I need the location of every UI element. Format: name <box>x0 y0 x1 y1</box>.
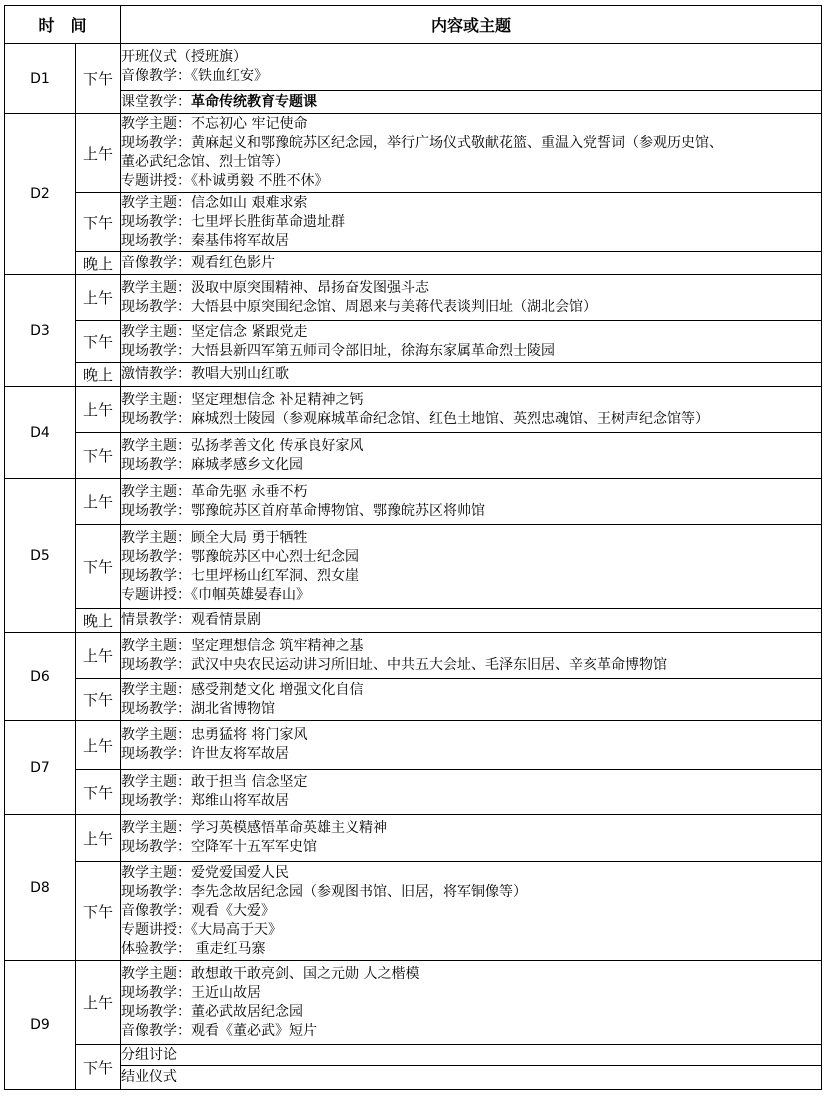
period-label: 上午 <box>76 961 121 1045</box>
schedule-row <box>5 721 822 770</box>
content-cell <box>121 609 822 633</box>
content-line: 音像教学：《铁血红安》 <box>121 68 268 84</box>
period-label: 晚上 <box>76 252 121 275</box>
content-cell <box>121 252 822 275</box>
content-line: 体验教学： 重走红马寨 <box>121 940 266 957</box>
content-cell <box>121 433 822 479</box>
schedule-row <box>5 44 822 91</box>
content-cell <box>121 721 822 770</box>
content-line: 现场教学：湖北省博物馆 <box>121 700 275 717</box>
schedule-row <box>5 91 822 114</box>
content-line: 教学主题：弘扬孝善文化 传承良好家风 <box>121 437 364 454</box>
content-line: 情景教学：观看情景剧 <box>121 612 261 628</box>
day-label: D3 <box>5 275 76 387</box>
content-line: 课堂教学：革命传统教育专题课 <box>121 93 317 110</box>
content-cell <box>121 770 822 815</box>
content-line: 教学主题：坚定理想信念 筑牢精神之基 <box>121 637 364 654</box>
schedule-table <box>4 5 822 1090</box>
content-line: 教学主题：信念如山 艰难求索 <box>121 194 308 211</box>
content-cell <box>121 114 822 193</box>
content-line: 教学主题：坚定信念 紧跟党走 <box>121 323 308 340</box>
schedule-row <box>5 252 822 275</box>
day-label: D8 <box>5 815 76 961</box>
day-label: D1 <box>5 44 76 114</box>
content-line: 现场教学：七里坪长胜街革命遗址群 <box>121 213 345 230</box>
content-cell <box>121 1066 822 1090</box>
content-cell <box>121 275 822 321</box>
content-line: 教学主题：爱党爱国爱人民 <box>121 864 289 881</box>
schedule-row <box>5 609 822 633</box>
header-row <box>5 6 822 44</box>
day-label: D4 <box>5 387 76 479</box>
content-line: 现场教学：大悟县中原突围纪念馆、周恩来与美蒋代表谈判旧址（湖北会馆） <box>121 298 597 315</box>
period-label: 下午 <box>76 193 121 252</box>
period-label: 上午 <box>76 815 121 862</box>
content-line: 现场教学：鄂豫皖苏区中心烈士纪念园 <box>121 548 359 565</box>
content-cell <box>121 363 822 387</box>
content-cell <box>121 862 822 961</box>
content-line: 教学主题：汲取中原突围精神、昂扬奋发图强斗志 <box>121 279 429 296</box>
content-line: 教学主题：忠勇猛将 将门家风 <box>121 727 308 743</box>
period-label: 下午 <box>76 44 121 114</box>
schedule-row <box>5 275 822 321</box>
period-label: 上午 <box>76 479 121 525</box>
header-time: 时 间 <box>5 6 121 44</box>
period-label: 上午 <box>76 275 121 321</box>
content-cell <box>121 387 822 433</box>
content-cell <box>121 525 822 609</box>
schedule-row <box>5 1066 822 1090</box>
day-label: D9 <box>5 961 76 1090</box>
content-line: 专题讲授：《巾帼英雄晏春山》 <box>121 586 310 603</box>
content-line: 现场教学：郑维山将军故居 <box>121 793 289 809</box>
schedule-row <box>5 1045 822 1066</box>
period-label: 上午 <box>76 114 121 193</box>
schedule-row <box>5 387 822 433</box>
content-line: 董必武纪念馆、烈士馆等） <box>121 154 289 170</box>
content-line: 教学主题：坚定理想信念 补足精神之钙 <box>121 391 364 408</box>
content-line: 专题讲授：《朴诚勇毅 不胜不休》 <box>121 173 329 189</box>
content-cell <box>121 44 822 91</box>
content-line: 开班仪式（授班旗） <box>121 49 247 65</box>
content-line: 现场教学：麻城孝感乡文化园 <box>121 456 303 473</box>
content-cell <box>121 479 822 525</box>
period-label: 下午 <box>76 525 121 609</box>
content-cell <box>121 1045 822 1066</box>
content-line: 教学主题：学习英模感悟革命英雄主义精神 <box>121 820 387 836</box>
content-cell <box>121 815 822 862</box>
content-emphasis: 革命传统教育专题课 <box>191 93 317 110</box>
content-cell <box>121 321 822 363</box>
schedule-row <box>5 862 822 961</box>
period-label: 下午 <box>76 770 121 815</box>
content-line: 激情教学：教唱大别山红歌 <box>121 366 289 382</box>
content-line: 现场教学：许世友将军故居 <box>121 746 289 762</box>
content-line: 现场教学：鄂豫皖苏区首府革命博物馆、鄂豫皖苏区将帅馆 <box>121 502 485 519</box>
header-content: 内容或主题 <box>121 6 822 44</box>
period-label: 下午 <box>76 1045 121 1090</box>
schedule-row <box>5 321 822 363</box>
period-label: 下午 <box>76 679 121 721</box>
content-line: 教学主题：革命先驱 永垂不朽 <box>121 483 308 500</box>
period-label: 下午 <box>76 862 121 961</box>
schedule-row <box>5 679 822 721</box>
period-label: 上午 <box>76 721 121 770</box>
content-cell <box>121 193 822 252</box>
content-line: 现场教学：武汉中央农民运动讲习所旧址、中共五大会址、毛泽东旧居、辛亥革命博物馆 <box>121 656 667 673</box>
content-line: 现场教学：李先念故居纪念园（参观图书馆、旧居，将军铜像等） <box>121 883 527 900</box>
schedule-row <box>5 633 822 679</box>
content-line: 现场教学：黄麻起义和鄂豫皖苏区纪念园，举行广场仪式敬献花篮、重温入党誓词（参观历史馆、 <box>121 135 723 151</box>
schedule-row <box>5 363 822 387</box>
day-label: D2 <box>5 114 76 275</box>
schedule-row <box>5 114 822 193</box>
schedule-row <box>5 479 822 525</box>
content-line: 结业仪式 <box>121 1069 177 1085</box>
content-line: 音像教学：观看红色影片 <box>121 254 275 271</box>
period-label: 晚上 <box>76 363 121 387</box>
content-line: 现场教学：麻城烈士陵园（参观麻城革命纪念馆、红色土地馆、英烈忠魂馆、王树声纪念馆等） <box>121 410 709 427</box>
content-line: 现场教学：七里坪杨山红军洞、烈女崖 <box>121 567 359 584</box>
content-line: 现场教学：董必武故居纪念园 <box>121 1003 303 1020</box>
content-line: 教学主题：敢想敢干敢亮剑、国之元勋 人之楷模 <box>121 965 420 982</box>
content-cell <box>121 961 822 1045</box>
schedule-row <box>5 815 822 862</box>
content-line: 专题讲授：《大局高于天》 <box>121 921 282 938</box>
content-line: 现场教学：空降军十五军军史馆 <box>121 839 317 855</box>
schedule-row <box>5 961 822 1045</box>
content-line: 音像教学：观看《大爱》 <box>121 902 275 919</box>
schedule-row <box>5 525 822 609</box>
content-cell <box>121 633 822 679</box>
period-label: 晚上 <box>76 609 121 633</box>
content-line: 现场教学：秦基伟将军故居 <box>121 232 289 249</box>
content-line: 音像教学：观看《董必武》短片 <box>121 1022 317 1039</box>
day-label: D7 <box>5 721 76 815</box>
content-line: 教学主题：不忘初心 牢记使命 <box>121 116 308 132</box>
period-label: 下午 <box>76 321 121 363</box>
content-line: 教学主题：顾全大局 勇于牺牲 <box>121 529 308 546</box>
content-line: 教学主题：敢于担当 信念坚定 <box>121 774 308 790</box>
period-label: 下午 <box>76 433 121 479</box>
day-label: D5 <box>5 479 76 633</box>
schedule-row <box>5 193 822 252</box>
period-label: 上午 <box>76 633 121 679</box>
schedule-row <box>5 433 822 479</box>
content-line: 教学主题：感受荆楚文化 增强文化自信 <box>121 681 364 698</box>
schedule-row <box>5 770 822 815</box>
day-label: D6 <box>5 633 76 721</box>
content-cell <box>121 679 822 721</box>
content-line: 现场教学：大悟县新四军第五师司令部旧址，徐海东家属革命烈士陵园 <box>121 342 555 359</box>
content-line: 分组讨论 <box>121 1046 177 1063</box>
content-line: 现场教学：王近山故居 <box>121 984 261 1001</box>
content-cell <box>121 91 822 114</box>
period-label: 上午 <box>76 387 121 433</box>
